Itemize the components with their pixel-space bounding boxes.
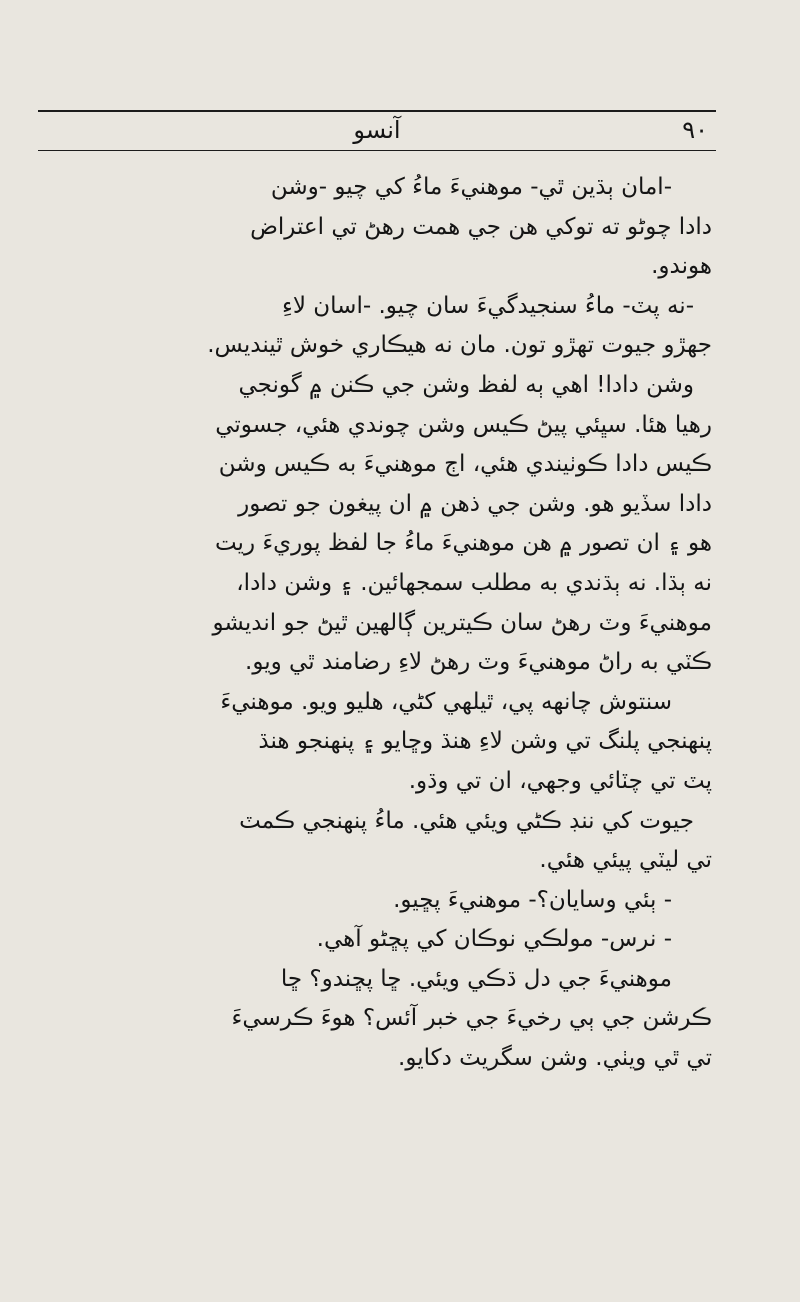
text-line: رهيا هئا. سڀئي پيڻ ڪيس وشن چوندي هئي، جسوتي [215, 411, 712, 438]
text-line: دادا چوڻو ته توکي هن جي همت رهڻ تي اعتراض [250, 213, 712, 240]
text-line: دادا سڏيو هو. وشن جي ذهن ۾ ان پيغون جو تصور [238, 490, 712, 517]
text-line: ڪٽي به راڻ موهنيءَ وٽ رهڻ لاءِ رضامند ٿي ويو. [245, 649, 712, 676]
text-line: ڪرشن جي ٻي رخيءَ جي خبر آئس؟ هوءَ ڪرسيءَ [231, 1005, 712, 1032]
running-title: آنسو [353, 116, 401, 144]
header-rule-top [38, 110, 716, 112]
text-line: هو ۽ ان تصور ۾ هن موهنيءَ ماءُ جا لفظ پوريءَ ريت [214, 530, 712, 557]
text-line: پٽ تي چٽائي وجهي، ان تي وڌو. [408, 767, 712, 794]
text-line: موهنيءَ جي دل ڌڪي ويئي. ڇا پڇندو؟ ڇا [280, 965, 672, 992]
text-line: جيوت کي ننڊ ڪڻي ويئي هئي. ماءُ پنهنجي ڪمٽ [239, 807, 694, 834]
text-line: - ٻئي وسايان؟- موهنيءَ پڇيو. [393, 886, 672, 913]
text-line: وشن دادا! اهي ٻه لفظ وشن جي ڪنن ۾ گونجي [238, 371, 694, 398]
text-line: پنهنجي پلنگ تي وشن لاءِ هنڌ وڇايو ۽ پنهنجو هنڌ [258, 728, 712, 755]
body-text [36, 168, 712, 1079]
text-line: تي ليٽي پيئي هئي. [539, 847, 712, 874]
text-line: موهنيءَ وٽ رهڻ سان ڪيترين ڳالهين ٿيڻ جو انديشو [212, 609, 712, 636]
page-header [38, 114, 716, 148]
text-line: - نرس- مولڪي نوڪان کي پڇڻو آهي. [316, 926, 672, 953]
page-number: ٩٠ [682, 116, 708, 144]
text-line: تي ٿي ويٺي. وشن سگريٽ دکايو. [398, 1045, 712, 1072]
text-line: -امان ٻڌين ٿي- موهنيءَ ماءُ کي چيو -وشن [270, 174, 672, 200]
text-line: هوندو. [651, 253, 712, 280]
text-line: ڪيس دادا ڪوٺيندي هئي، اڄ موهنيءَ به ڪيس وشن [218, 451, 712, 478]
text-line: نه ٻڌا. نه ٻڌندي به مطلب سمجهائين. ۽ وشن دادا، [236, 569, 712, 596]
text-line: سنتوش چانهه پي، ٿيلهي کڻي، هليو ويو. موهنيءَ [220, 688, 672, 715]
text-line: جهڙو جيوت تهڙو تون. مان نه هيڪاري خوش ٿينديس. [207, 332, 712, 359]
text-line: -نه پٽ- ماءُ سنجيدگيءَ سان چيو. -اسان لاءِ [282, 292, 694, 319]
header-rule-bottom [38, 150, 716, 151]
